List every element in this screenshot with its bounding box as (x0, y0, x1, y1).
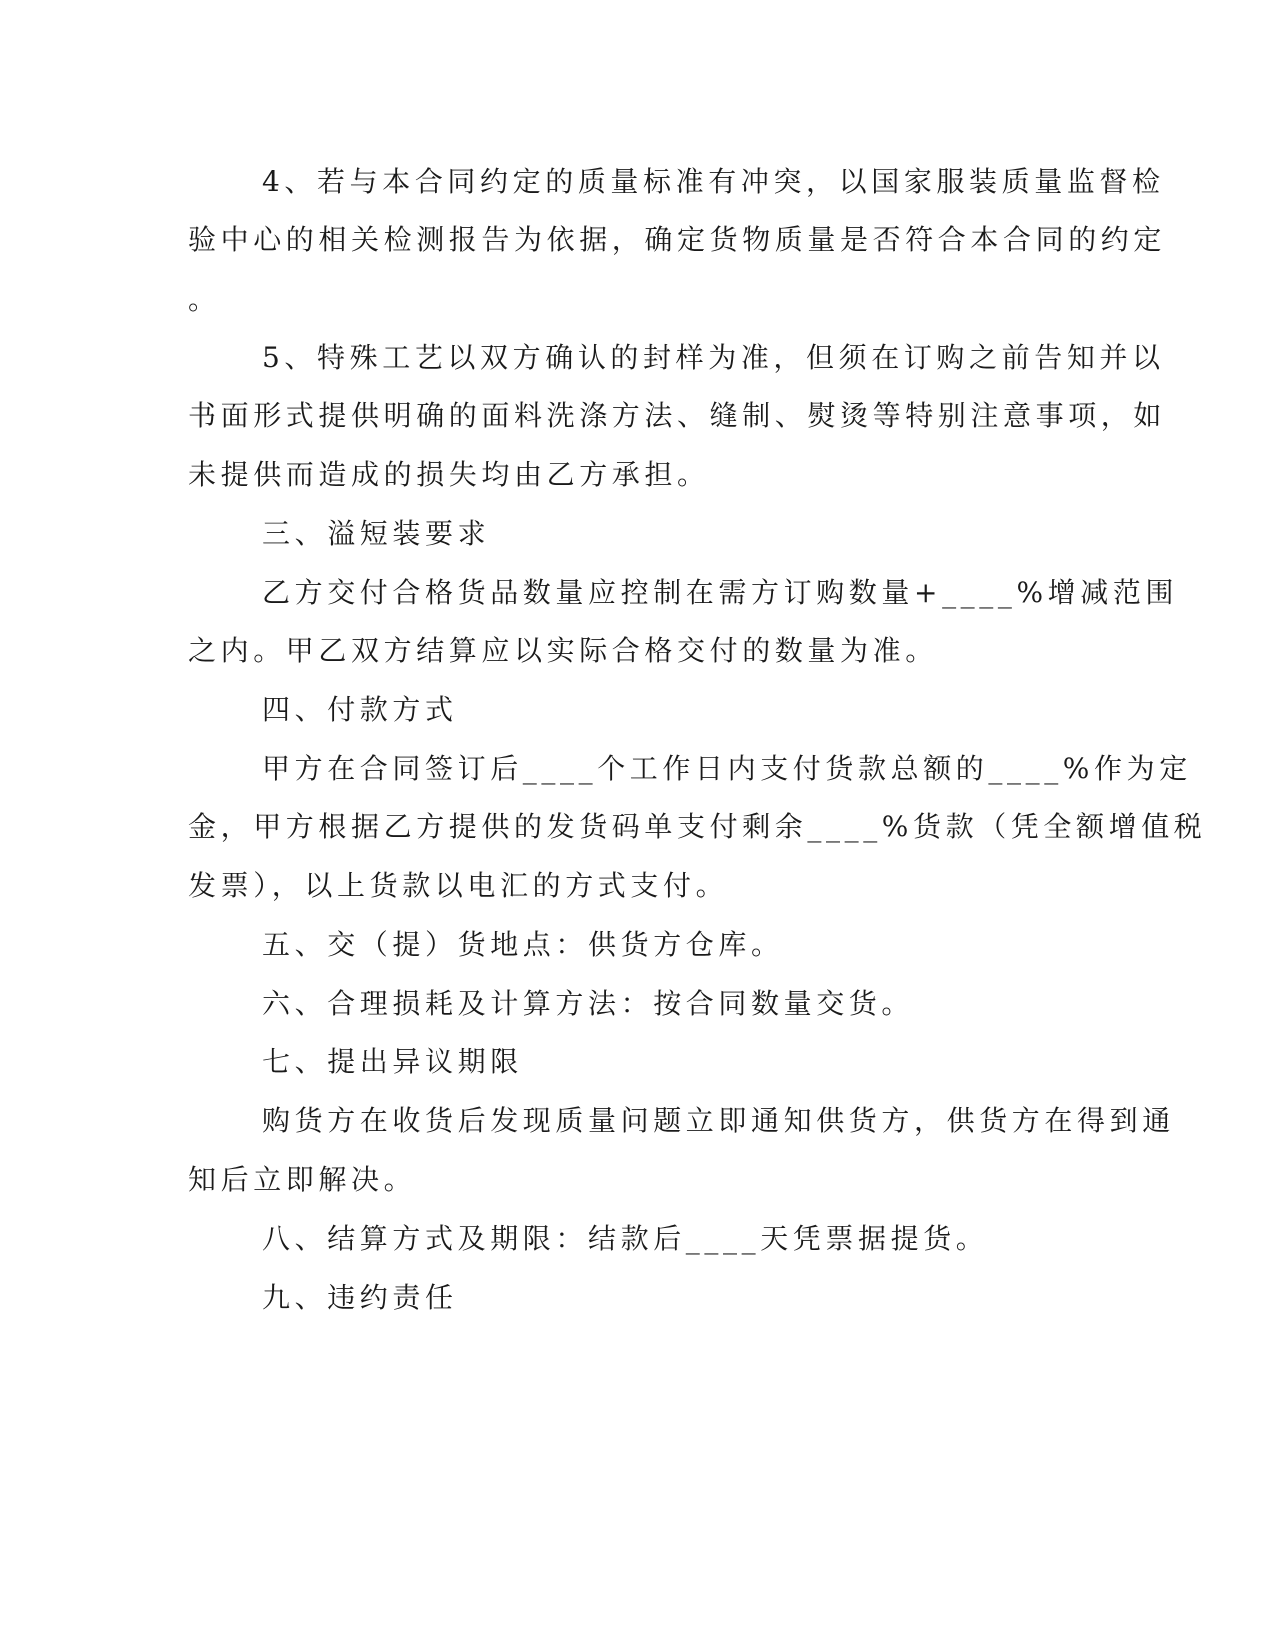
clause-4-line-3: 。 (188, 283, 221, 316)
clause-5-line-1: 5、特殊工艺以双方确认的封样为准，但须在订购之前告知并以 (262, 341, 1165, 374)
section-5-line: 五、交（提）货地点：供货方仓库。 (262, 928, 784, 961)
section-8-line: 八、结算方式及期限：结款后____天凭票据提货。 (262, 1222, 989, 1255)
section-3-line-2: 之内。甲乙双方结算应以实际合格交付的数量为准。 (188, 634, 938, 667)
section-9-heading: 九、违约责任 (262, 1281, 458, 1314)
section-4-line-3: 发票），以上货款以电汇的方式支付。 (188, 869, 729, 902)
section-4-line-2: 金，甲方根据乙方提供的发货码单支付剩余____%货款（凭全额增值税 (188, 810, 1207, 843)
clause-5-line-3: 未提供而造成的损失均由乙方承担。 (188, 458, 710, 491)
section-4-heading: 四、付款方式 (262, 693, 458, 726)
clause-4-line-1: 4、若与本合同约定的质量标准有冲突，以国家服装质量监督检 (262, 165, 1165, 198)
clause-5-line-2: 书面形式提供明确的面料洗涤方法、缝制、熨烫等特别注意事项，如 (188, 399, 1167, 432)
section-3-line-1: 乙方交付合格货品数量应控制在需方订购数量+____%增减范围 (262, 576, 1179, 609)
section-6-line: 六、合理损耗及计算方法：按合同数量交货。 (262, 987, 915, 1020)
section-3-heading: 三、溢短装要求 (262, 517, 491, 550)
clause-4-line-2: 验中心的相关检测报告为依据，确定货物质量是否符合本合同的约定 (188, 223, 1167, 256)
section-7-line-1: 购货方在收货后发现质量问题立即通知供货方，供货方在得到通 (262, 1104, 1175, 1137)
section-7-line-2: 知后立即解决。 (188, 1163, 417, 1196)
section-7-heading: 七、提出异议期限 (262, 1045, 523, 1078)
section-4-line-1: 甲方在合同签订后____个工作日内支付货款总额的____%作为定 (262, 752, 1192, 785)
